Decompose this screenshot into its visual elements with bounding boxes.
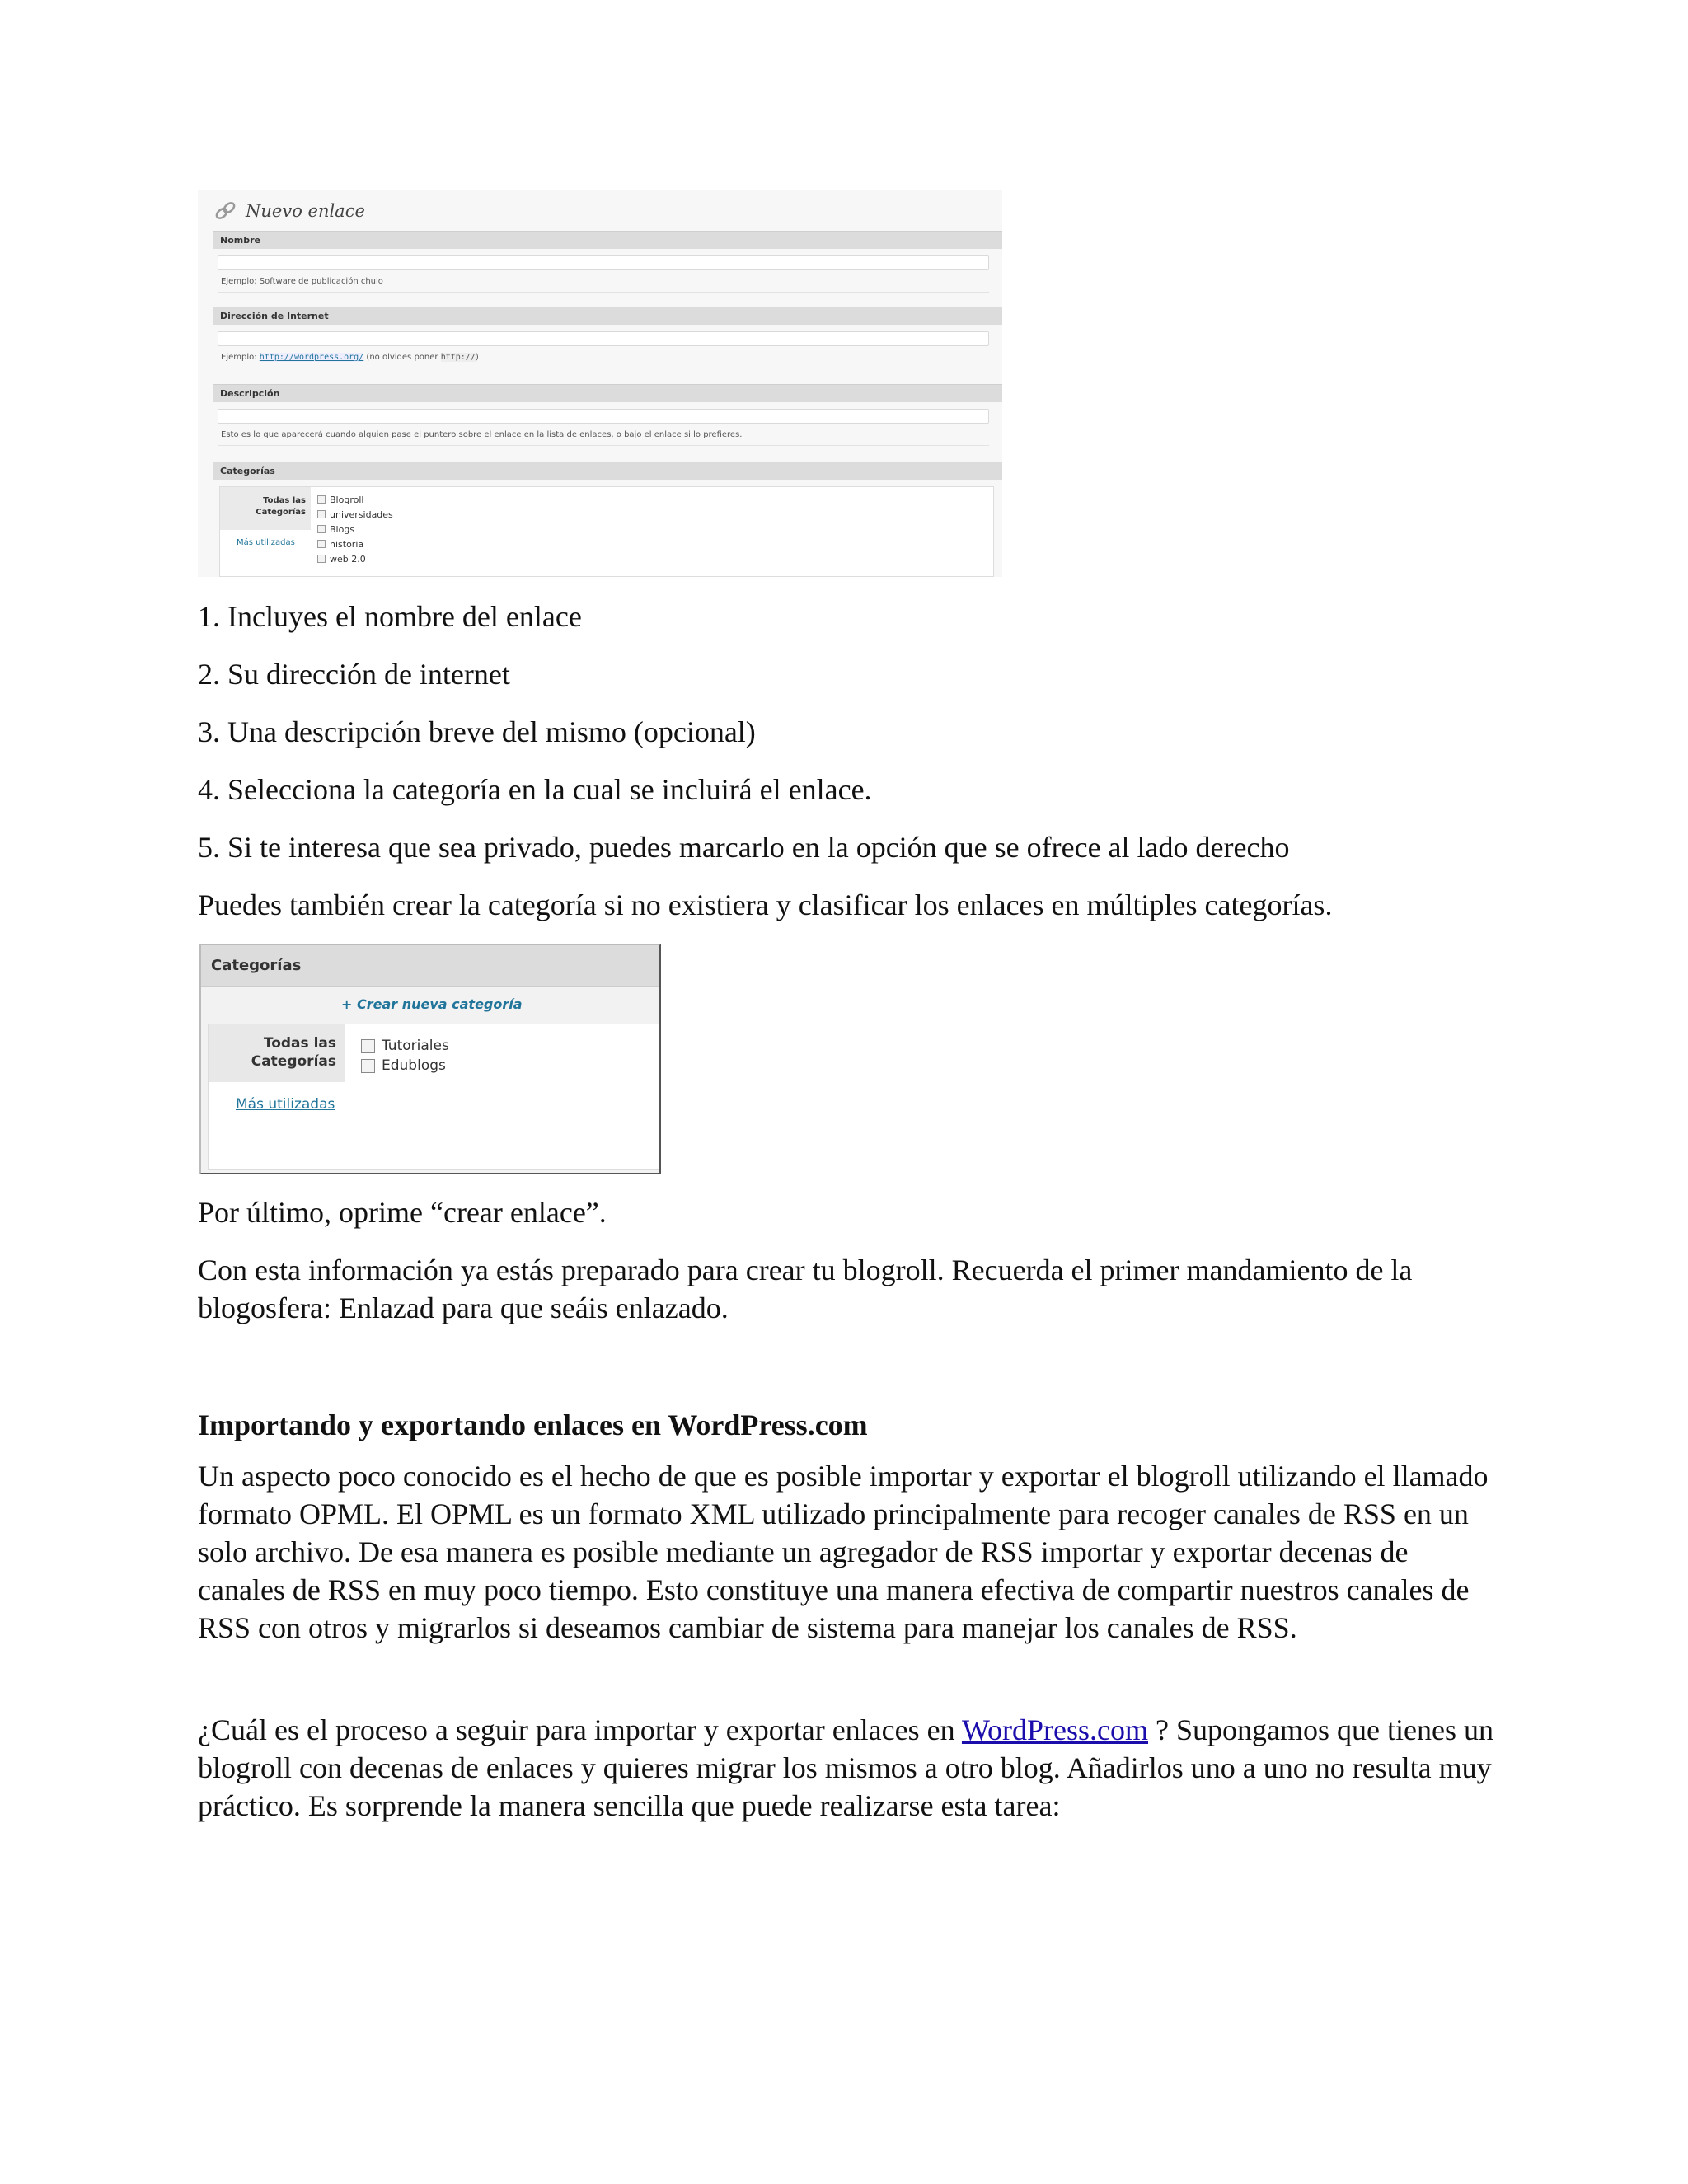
divider <box>218 292 989 293</box>
wordpress-org-link[interactable]: http://wordpress.org/ <box>259 353 364 362</box>
categorias-header: Categorías <box>201 945 659 987</box>
descripcion-hint: Esto es lo que aparecerá cuando alguien pase el puntero sobre el enlace en la lista de enlaces, o bajo el enlace si lo prefieres. <box>221 430 743 439</box>
categorias-list <box>317 492 393 566</box>
category-checkbox[interactable] <box>317 510 326 518</box>
step-1: 1. Incluyes el nombre del enlace <box>198 600 582 633</box>
paragraph-informacion: Con esta información ya estás preparado para crear tu blogroll. Recuerda el primer mandamiento de la blogosfera: Enlazad para que seáis enlazado. <box>198 1254 1413 1324</box>
category-item[interactable]: universidades <box>317 507 393 522</box>
categorias-body <box>208 1024 659 1170</box>
category-checkbox[interactable] <box>317 525 326 533</box>
nombre-hint: Ejemplo: Software de publicación chulo <box>221 277 383 286</box>
categorias-tab-all[interactable]: Todas las Categorías <box>209 1024 345 1082</box>
category-item[interactable]: Tutoriales <box>361 1036 449 1056</box>
nuevo-enlace-screenshot <box>198 190 1002 577</box>
link-icon <box>214 201 237 221</box>
category-checkbox[interactable] <box>361 1039 375 1053</box>
direccion-section-header: Dirección de Internet <box>213 307 1002 325</box>
nombre-input[interactable] <box>218 255 989 270</box>
nombre-section-header: Nombre <box>213 231 1002 249</box>
step-3: 3. Una descripción breve del mismo (opcional) <box>198 715 756 748</box>
mas-utilizadas-tab[interactable]: Más utilizadas <box>237 538 295 547</box>
category-item[interactable]: Blogroll <box>317 492 393 507</box>
wordpress-com-link[interactable]: WordPress.com <box>961 1713 1149 1746</box>
descripcion-section-header: Descripción <box>213 384 1002 402</box>
mas-utilizadas-tab[interactable]: Más utilizadas <box>236 1096 335 1113</box>
paragraph-categorias: Puedes también crear la categoría si no existiera y clasificar los enlaces en múltiples categorías. <box>198 888 1333 921</box>
divider <box>218 445 989 446</box>
categorias-box <box>219 486 994 577</box>
step-5: 5. Si te interesa que sea privado, puedes marcarlo en la opción que se ofrece al lado derecho <box>198 831 1290 864</box>
category-checkbox[interactable] <box>317 495 326 504</box>
category-item[interactable]: web 2.0 <box>317 551 393 566</box>
nuevo-enlace-title: Nuevo enlace <box>214 201 365 221</box>
categorias-section-header: Categorías <box>213 462 1002 480</box>
categorias-list <box>361 1036 449 1076</box>
category-item[interactable]: Edublogs <box>361 1056 449 1076</box>
categorias-screenshot <box>199 944 661 1174</box>
category-item[interactable]: historia <box>317 537 393 551</box>
descripcion-input[interactable] <box>218 409 989 424</box>
paragraph-proceso: ¿Cuál es el proceso a seguir para importar y exportar enlaces en WordPress.com ? Supongamos que tienes un blogroll con decenas de enlaces y quieres migrar los mismos a otro blog. Añadirlos uno a uno no resulta muy práctico. Es sorprende la manera sencilla que puede realizarse esta tarea: <box>198 1713 1493 1822</box>
category-item[interactable]: Blogs <box>317 522 393 537</box>
section-heading: Importando y exportando enlaces en WordPress.com <box>198 1408 868 1441</box>
category-checkbox[interactable] <box>361 1059 375 1073</box>
paragraph-opml: Un aspecto poco conocido es el hecho de que es posible importar y exportar el blogroll utilizando el llamado formato OPML. El OPML es un formato XML utilizado principalmente para recoger canales de RSS en un solo archivo. De esa manera es posible mediante un agregador de RSS importar y exportar decenas de canales de RSS en muy poco tiempo. Esto constituye una manera efectiva de compartir nuestros canales de RSS con otros y migrarlos si deseamos cambiar de sistema para manejar los canales de RSS. <box>198 1460 1489 1644</box>
paragraph-ultimo: Por último, oprime “crear enlace”. <box>198 1196 607 1229</box>
step-4: 4. Selecciona la categoría en la cual se incluirá el enlace. <box>198 773 872 806</box>
categorias-tab-all[interactable]: Todas las Categorías <box>220 487 311 530</box>
direccion-hint: Ejemplo: http://wordpress.org/ (no olvides poner http://) <box>221 353 479 362</box>
category-checkbox[interactable] <box>317 540 326 548</box>
step-2: 2. Su dirección de internet <box>198 658 510 691</box>
category-checkbox[interactable] <box>317 555 326 563</box>
direccion-input[interactable] <box>218 331 989 346</box>
crear-nueva-categoria-link[interactable]: + Crear nueva categoría <box>341 996 523 1012</box>
